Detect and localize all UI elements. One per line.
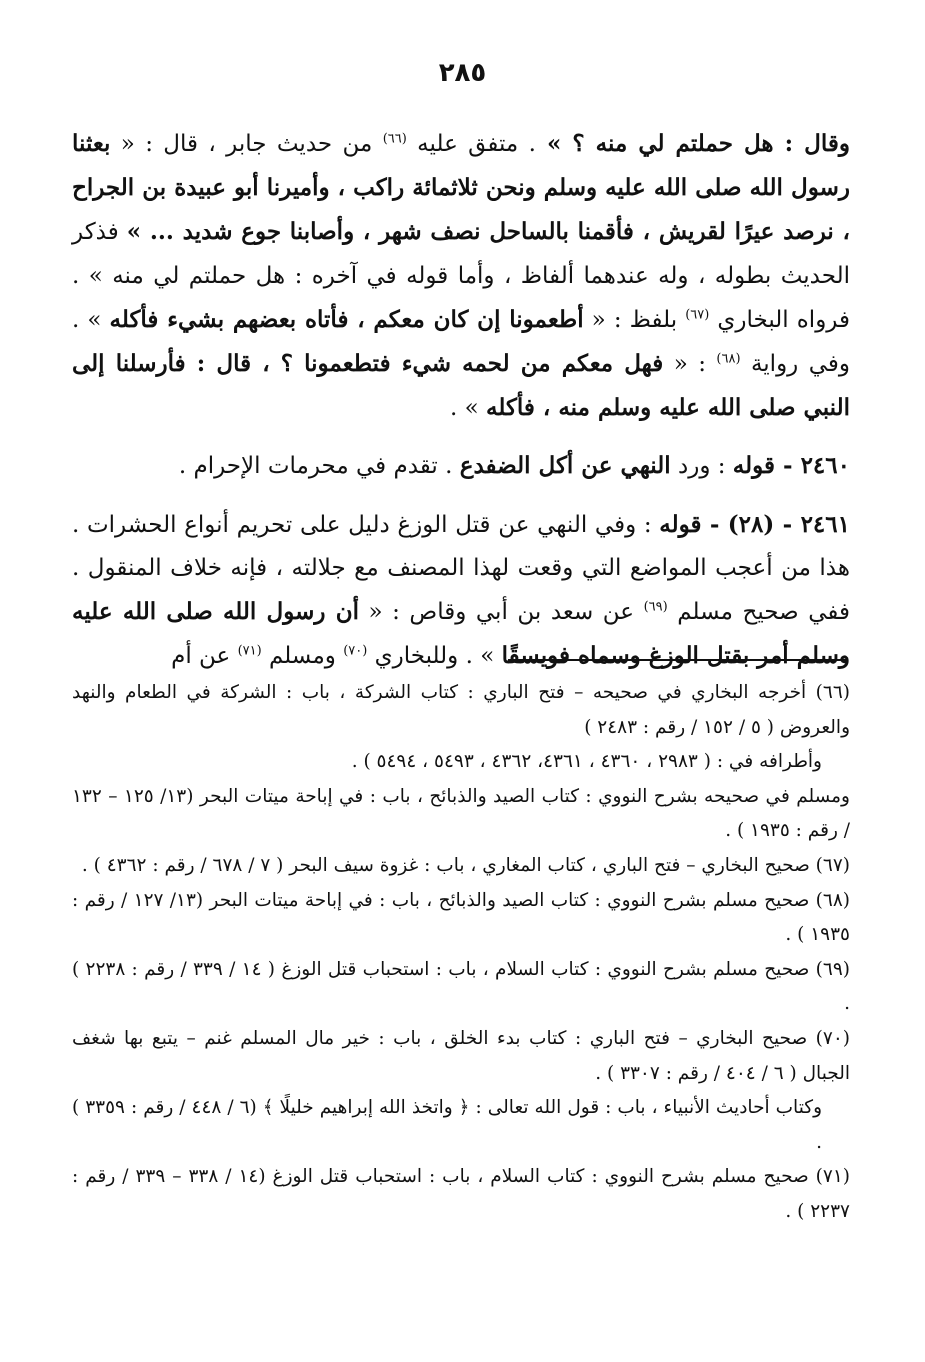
bold-quote: ٢٤٦٠ - قوله [732,452,850,480]
footnote-reference: (٦٧) [685,307,710,323]
text-run: » . وللبخاري [367,643,502,670]
text-run: : « [663,351,717,378]
text-run: : وفي النهي عن قتل الوزغ دليل على تحريم أنواع الحشرات . هذا من أعجب المواضع التي وقعت لهذا المصنف مع جلالته ، فإنه خلاف المنقول . ففي صحيح مسلم [72,511,851,626]
footnote: (٦٨) صحيح مسلم بشرح النووي : كتاب الصيد والذبائح ، باب : في إباحة ميتات البحر (١٣/ ١٢٧ / رقم : ١٩٣٥ ) . [72,889,850,946]
footnote: (٦٧) صحيح البخاري – فتح الباري ، كتاب المغاري ، باب : غزوة سيف البحر ( ٧ / ٦٧٨ / رقم : ٤٣٦٢ ) . [81,854,850,876]
footnote: (٦٦) أخرجه البخاري في صحيحه – فتح الباري : كتاب الشركة ، باب : الشركة في الطعام والنهد والعروض ( ٥ / ١٥٢ / رقم : ٢٤٨٣ ) [72,682,850,738]
footnote: (٧١) صحيح مسلم بشرح النووي : كتاب السلام ، باب : استحباب قتل الوزغ (١٤ / ٣٣٨ – ٣٣٩ / رقم : ٢٢٣٧ ) . [72,1166,850,1222]
bold-quote: النهي عن أكل الضفدع [459,452,671,480]
footnote-reference: (٦٩) [643,599,668,615]
footnote: وكتاب أحاديث الأنبياء ، باب : قول الله تعالى : ﴿ واتخذ الله إبراهيم خليلًا ﴾ (٦ / ٤٤٨ / رقم : ٣٣٥٩ ) . [72,1097,823,1153]
bold-quote: أن رسول الله صلى الله عليه وسلم أمر بقتل الوزغ وسماه فويسقًا [72,598,850,670]
text-run: ومسلم [261,643,344,670]
footnote: وأطرافه في : ( ٢٩٨٣ ، ٤٣٦٠ ، ٤٣٦١، ٤٣٦٢ ، ٥٤٩٣ ، ٥٤٩٤ ) . [351,751,822,773]
footnote-reference: (٦٦) [382,131,407,147]
text-run: . متفق عليه [406,131,536,157]
footnote: (٧٠) صحيح البخاري – فتح الباري : كتاب بدء الخلق ، باب : خير مال المسلم غنم – يتبع بها شغف الجبال ( ٦ / ٤٠٤ / رقم : ٣٣٠٧ ) . [72,1027,850,1084]
text-run: عن أم [171,643,238,670]
text-run: : ورد [670,453,733,480]
footnote-divider [508,659,848,661]
footnote-reference: (٧١) [237,643,262,659]
bold-quote: وقال : هل حملتم لي منه ؟ » [535,130,850,157]
text-run: فذكر الحديث بطوله ، وله عندهما ألفاظ ، وأما قوله في آخره : هل حملتم لي منه » . فرواه البخاري [72,219,850,333]
footnote-reference: (٦٨) [716,351,741,367]
text-run: بلفظ : « [583,306,686,333]
text-run: » . [450,395,487,422]
footnote-reference: (٧٠) [343,643,368,659]
text-run: عن سعد بن أبي وقاص : « [359,599,644,626]
footnote: (٦٩) صحيح مسلم بشرح النووي : كتاب السلام ، باب : استحباب قتل الوزغ ( ١٤ / ٣٣٩ / رقم : ٢٢٣٨ ) . [72,958,850,1015]
main-text [72,122,850,678]
bold-quote: بعثنا رسول الله صلى الله عليه وسلم ونحن ثلاثمائة راكب ، وأميرنا أبو عبيدة بن الجراح ، نرصد عيرًا لقريش ، فأقمنا بالساحل نصف شهر ، وأصابنا جوع شديد ... » [72,130,850,246]
footnote: ومسلم في صحيحه بشرح النووي : كتاب الصيد والذبائح ، باب : في إباحة ميتات البحر (١٣/ ١٢٥ – ١٣٢ / رقم : ١٩٣٥ ) . [72,785,850,842]
page-number: ٢٨٥ [438,58,487,88]
paragraph [72,122,850,430]
paragraph [72,444,850,488]
footnotes-section [72,676,850,1230]
paragraph [72,503,850,679]
text-run: من حديث جابر ، قال : « [110,131,383,157]
text-run: . تقدم في محرمات الإحرام . [178,453,460,480]
bold-quote: فهل معكم من لحمه شيء فتطعمونا ؟ ، قال : فأرسلنا إلى النبي صلى الله عليه وسلم منه ، فأكله [72,350,850,422]
bold-quote: أطعمونا إن كان معكم ، فأتاه بعضهم بشيء فأكله [109,305,584,333]
bold-quote: ٢٤٦١ - (٢٨) - قوله [659,510,850,538]
text-run: » . وفي رواية [72,306,850,378]
